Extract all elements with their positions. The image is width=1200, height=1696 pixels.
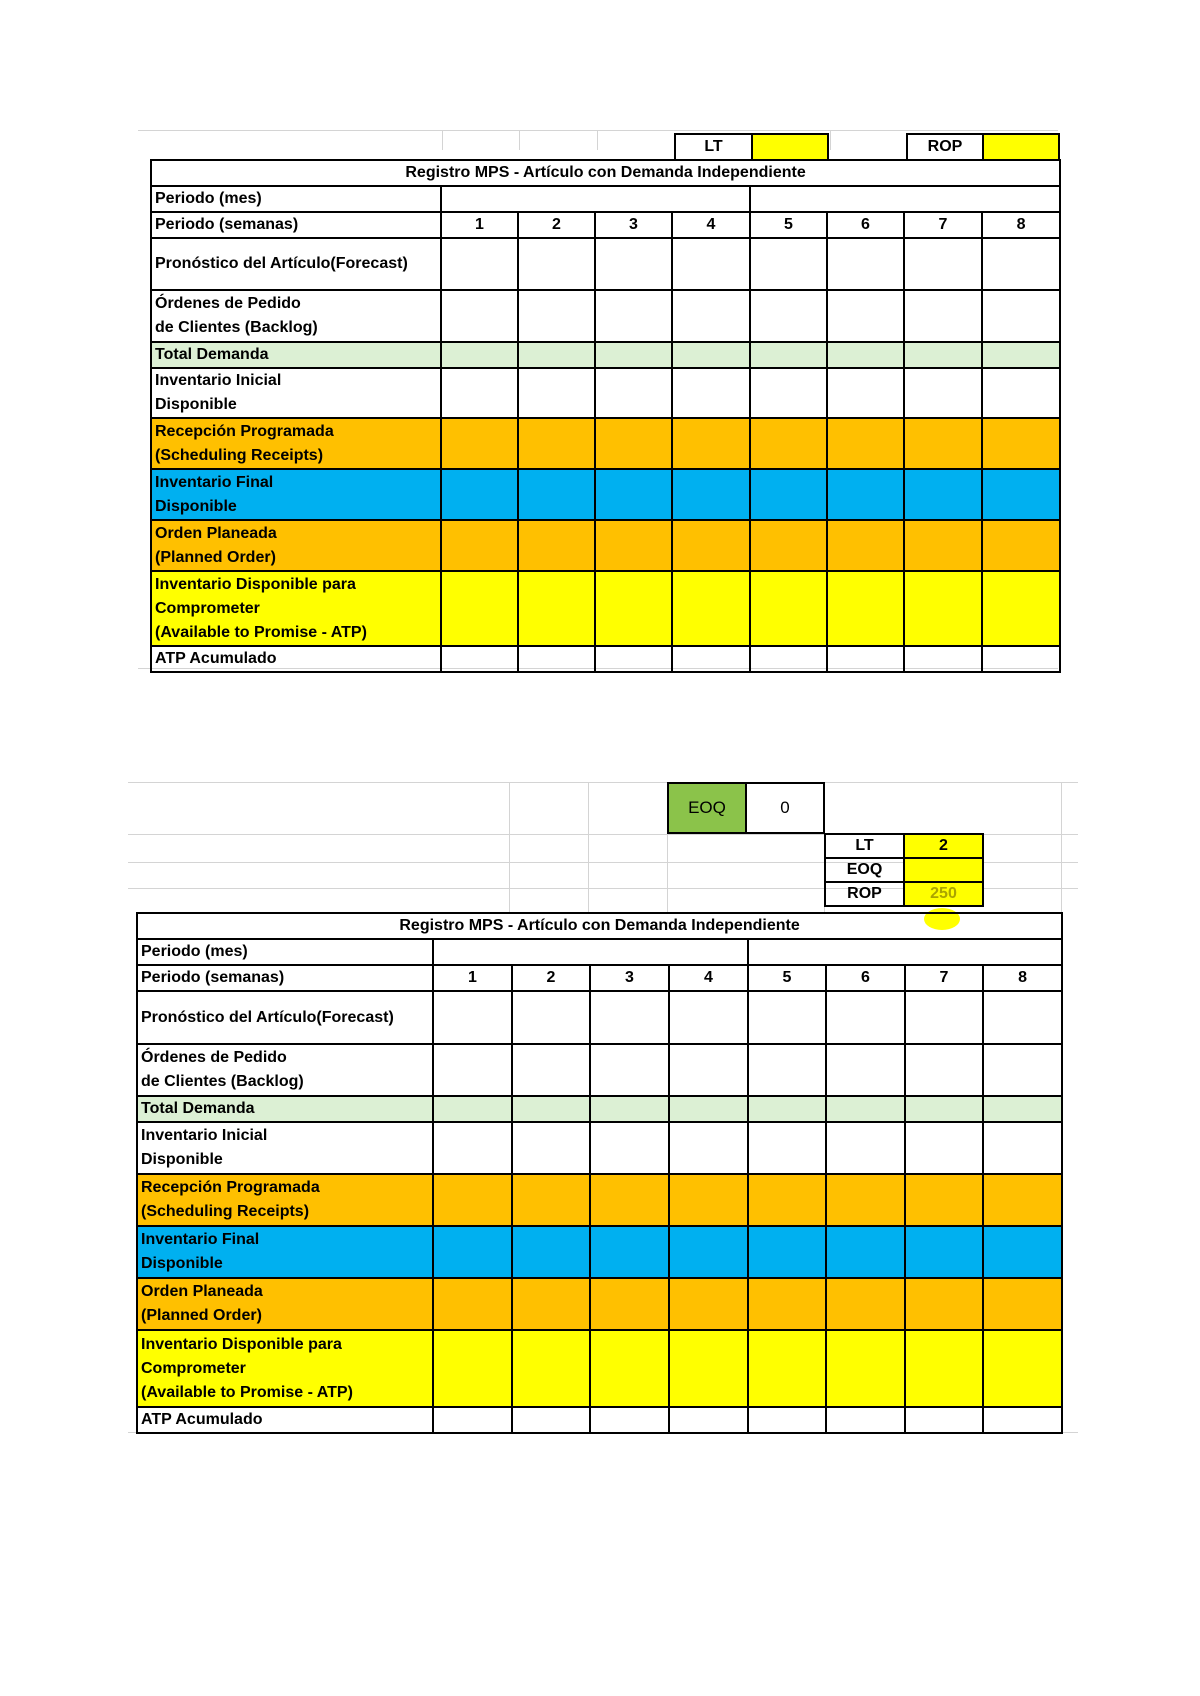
month-cell-1[interactable] — [441, 186, 750, 212]
week-header: 1 — [441, 212, 518, 238]
atp-label-line-2: Comprometer — [141, 1359, 246, 1377]
final-inventory-cell[interactable] — [827, 469, 904, 520]
planned-order-cell[interactable] — [433, 1278, 512, 1330]
total-demand-cell[interactable] — [672, 342, 750, 368]
initial-inventory-cell[interactable] — [982, 368, 1060, 418]
backlog-cell[interactable] — [827, 290, 904, 342]
backlog-cell[interactable] — [433, 1044, 512, 1096]
atp-cell[interactable] — [983, 1330, 1062, 1407]
scheduled-receipts-cell[interactable] — [827, 418, 904, 469]
final-inventory-cell[interactable] — [748, 1226, 826, 1278]
backlog-label-line-2: de Clientes (Backlog) — [155, 319, 318, 336]
atp-cumulative-cell[interactable] — [983, 1407, 1062, 1433]
total-demand-cell[interactable] — [669, 1096, 748, 1122]
atp-cell[interactable] — [433, 1330, 512, 1407]
param-value-eoq[interactable]: 0 — [904, 858, 983, 882]
scheduled-receipts-cell[interactable] — [904, 418, 982, 469]
atp-label-line-3: (Available to Promise - ATP) — [141, 1383, 353, 1401]
final-inventory-cell[interactable] — [982, 469, 1060, 520]
param-label-lt: LT — [825, 834, 904, 858]
lt-value-cell[interactable] — [751, 133, 829, 161]
week-header: 8 — [983, 965, 1062, 991]
planned-order-cell[interactable] — [595, 520, 672, 571]
initial-inventory-cell[interactable] — [441, 368, 518, 418]
final-inventory-cell[interactable] — [590, 1226, 669, 1278]
total-demand-cell[interactable] — [590, 1096, 669, 1122]
atp-cell[interactable] — [748, 1330, 826, 1407]
week-header: 4 — [669, 965, 748, 991]
param-value-rop[interactable]: 250 — [904, 882, 983, 906]
backlog-cell[interactable] — [982, 290, 1060, 342]
backlog-cell[interactable] — [672, 290, 750, 342]
final-inventory-cell[interactable] — [518, 469, 595, 520]
forecast-cell[interactable] — [750, 238, 827, 290]
eoq-value-cell[interactable]: 0 — [745, 782, 825, 834]
atp-cell[interactable] — [904, 571, 982, 646]
atp-cell[interactable] — [826, 1330, 905, 1407]
scheduled-receipts-label — [137, 1174, 433, 1226]
final-inventory-cell[interactable] — [433, 1226, 512, 1278]
scheduled-receipts-cell[interactable] — [590, 1174, 669, 1226]
atp-cumulative-cell[interactable] — [750, 646, 827, 672]
param-value-lt[interactable]: 2 — [904, 834, 983, 858]
initial-inventory-cell[interactable] — [904, 368, 982, 418]
week-header: 4 — [672, 212, 750, 238]
atp-cumulative-cell[interactable] — [669, 1407, 748, 1433]
initial-inventory-line-2: Disponible — [155, 396, 237, 413]
planned-order-line-1: Orden Planeada — [155, 524, 277, 542]
planned-order-line-1: Orden Planeada — [141, 1283, 263, 1300]
backlog-cell[interactable] — [669, 1044, 748, 1096]
initial-inventory-label — [151, 368, 441, 418]
atp-cumulative-cell[interactable] — [748, 1407, 826, 1433]
backlog-cell[interactable] — [983, 1044, 1062, 1096]
atp-cell[interactable] — [590, 1330, 669, 1407]
scheduled-receipts-cell[interactable] — [826, 1174, 905, 1226]
initial-inventory-cell[interactable] — [669, 1122, 748, 1174]
scheduled-receipts-cell[interactable] — [433, 1174, 512, 1226]
total-demand-cell[interactable] — [827, 342, 904, 368]
backlog-cell[interactable] — [512, 1044, 590, 1096]
planned-order-cell[interactable] — [827, 520, 904, 571]
scheduled-receipts-cell[interactable] — [750, 418, 827, 469]
forecast-cell[interactable] — [595, 238, 672, 290]
initial-inventory-cell[interactable] — [433, 1122, 512, 1174]
backlog-cell[interactable] — [595, 290, 672, 342]
total-demand-label: Total Demanda — [137, 1096, 433, 1122]
week-header: 7 — [905, 965, 983, 991]
backlog-cell[interactable] — [748, 1044, 826, 1096]
forecast-cell[interactable] — [512, 991, 590, 1044]
scheduled-receipts-cell[interactable] — [512, 1174, 590, 1226]
month-cell-2[interactable] — [748, 939, 1062, 965]
initial-inventory-cell[interactable] — [905, 1122, 983, 1174]
initial-inventory-cell[interactable] — [595, 368, 672, 418]
atp-cell[interactable] — [441, 571, 518, 646]
final-inventory-label — [137, 1226, 433, 1278]
forecast-cell[interactable] — [590, 991, 669, 1044]
planned-order-cell[interactable] — [905, 1278, 983, 1330]
final-inventory-cell[interactable] — [512, 1226, 590, 1278]
planned-order-cell[interactable] — [904, 520, 982, 571]
final-inventory-cell[interactable] — [672, 469, 750, 520]
rop-label-cell: ROP — [906, 133, 984, 161]
atp-cumulative-cell[interactable] — [982, 646, 1060, 672]
atp-label-line-1: Inventario Disponible para — [141, 1335, 342, 1353]
atp-cell[interactable] — [672, 571, 750, 646]
final-inventory-label — [151, 469, 441, 520]
scheduled-receipts-line-1: Recepción Programada — [155, 422, 334, 440]
backlog-cell[interactable] — [441, 290, 518, 342]
final-inventory-cell[interactable] — [905, 1226, 983, 1278]
month-cell-1[interactable] — [433, 939, 748, 965]
week-header: 2 — [512, 965, 590, 991]
total-demand-cell[interactable] — [748, 1096, 826, 1122]
final-inventory-line-1: Inventario Final — [141, 1231, 260, 1248]
backlog-cell[interactable] — [904, 290, 982, 342]
scheduled-receipts-cell[interactable] — [905, 1174, 983, 1226]
final-inventory-cell[interactable] — [750, 469, 827, 520]
forecast-label: Pronóstico del Artículo(Forecast) — [137, 991, 433, 1044]
week-header: 3 — [590, 965, 669, 991]
week-header: 5 — [750, 212, 827, 238]
lt-label-cell: LT — [674, 133, 753, 161]
planned-order-cell[interactable] — [982, 520, 1060, 571]
backlog-cell[interactable] — [826, 1044, 905, 1096]
planned-order-cell[interactable] — [669, 1278, 748, 1330]
forecast-cell[interactable] — [905, 991, 983, 1044]
forecast-cell[interactable] — [983, 991, 1062, 1044]
initial-inventory-cell[interactable] — [826, 1122, 905, 1174]
initial-inventory-label — [137, 1122, 433, 1174]
total-demand-cell[interactable] — [826, 1096, 905, 1122]
total-demand-cell[interactable] — [982, 342, 1060, 368]
forecast-cell[interactable] — [441, 238, 518, 290]
scheduled-receipts-cell[interactable] — [982, 418, 1060, 469]
atp-cumulative-cell[interactable] — [441, 646, 518, 672]
initial-inventory-cell[interactable] — [590, 1122, 669, 1174]
atp-label-line-2: Comprometer — [155, 599, 260, 617]
atp-cell[interactable] — [595, 571, 672, 646]
planned-order-cell[interactable] — [512, 1278, 590, 1330]
atp-cumulative-cell[interactable] — [672, 646, 750, 672]
parameters-table — [824, 833, 984, 907]
eoq-label-cell: EOQ — [667, 782, 747, 834]
atp-cumulative-label: ATP Acumulado — [151, 646, 441, 672]
final-inventory-cell[interactable] — [595, 469, 672, 520]
planned-order-cell[interactable] — [750, 520, 827, 571]
atp-cumulative-cell[interactable] — [518, 646, 595, 672]
period-weeks-label: Periodo (semanas) — [151, 212, 441, 238]
backlog-cell[interactable] — [750, 290, 827, 342]
initial-inventory-cell[interactable] — [672, 368, 750, 418]
scheduled-receipts-line-2: (Scheduling Receipts) — [141, 1203, 310, 1220]
backlog-label — [137, 1044, 433, 1096]
atp-cumulative-cell[interactable] — [590, 1407, 669, 1433]
initial-inventory-cell[interactable] — [518, 368, 595, 418]
total-demand-cell[interactable] — [441, 342, 518, 368]
period-month-label: Periodo (mes) — [137, 939, 433, 965]
atp-cumulative-cell[interactable] — [905, 1407, 983, 1433]
param-label-rop: ROP — [825, 882, 904, 906]
initial-inventory-cell[interactable] — [983, 1122, 1062, 1174]
atp-cumulative-cell[interactable] — [512, 1407, 590, 1433]
atp-cell[interactable] — [512, 1330, 590, 1407]
total-demand-cell[interactable] — [905, 1096, 983, 1122]
atp-cumulative-cell[interactable] — [904, 646, 982, 672]
atp-label-line-3: (Available to Promise - ATP) — [155, 623, 367, 641]
scheduled-receipts-line-1: Recepción Programada — [141, 1179, 320, 1196]
planned-order-line-2: (Planned Order) — [155, 548, 276, 566]
forecast-cell[interactable] — [518, 238, 595, 290]
week-header: 2 — [518, 212, 595, 238]
final-inventory-line-2: Disponible — [141, 1255, 223, 1272]
backlog-cell[interactable] — [518, 290, 595, 342]
planned-order-line-2: (Planned Order) — [141, 1307, 262, 1324]
week-header: 3 — [595, 212, 672, 238]
total-demand-cell[interactable] — [518, 342, 595, 368]
final-inventory-cell[interactable] — [983, 1226, 1062, 1278]
total-demand-label: Total Demanda — [151, 342, 441, 368]
atp-cell[interactable] — [982, 571, 1060, 646]
planned-order-cell[interactable] — [983, 1278, 1062, 1330]
mps-table-2 — [136, 912, 1063, 1434]
final-inventory-cell[interactable] — [904, 469, 982, 520]
final-inventory-line-1: Inventario Final — [155, 473, 274, 491]
final-inventory-cell[interactable] — [669, 1226, 748, 1278]
forecast-cell[interactable] — [827, 238, 904, 290]
initial-inventory-cell[interactable] — [748, 1122, 826, 1174]
final-inventory-line-2: Disponible — [155, 497, 237, 515]
period-weeks-label: Periodo (semanas) — [137, 965, 433, 991]
rop-value-cell[interactable] — [982, 133, 1060, 161]
final-inventory-cell[interactable] — [441, 469, 518, 520]
atp-cell[interactable] — [827, 571, 904, 646]
atp-cumulative-cell[interactable] — [433, 1407, 512, 1433]
table-title: Registro MPS - Artículo con Demanda Independiente — [151, 160, 1060, 186]
backlog-cell[interactable] — [905, 1044, 983, 1096]
atp-cell[interactable] — [750, 571, 827, 646]
initial-inventory-cell[interactable] — [827, 368, 904, 418]
week-header: 6 — [827, 212, 904, 238]
week-header: 6 — [826, 965, 905, 991]
param-label-eoq: EOQ — [825, 858, 904, 882]
month-cell-2[interactable] — [750, 186, 1060, 212]
atp-cell[interactable] — [518, 571, 595, 646]
atp-cumulative-cell[interactable] — [827, 646, 904, 672]
backlog-cell[interactable] — [590, 1044, 669, 1096]
forecast-cell[interactable] — [982, 238, 1060, 290]
backlog-label-line-1: Órdenes de Pedido — [141, 1049, 287, 1066]
scheduled-receipts-cell[interactable] — [983, 1174, 1062, 1226]
planned-order-cell[interactable] — [748, 1278, 826, 1330]
mps-table-1 — [150, 159, 1061, 673]
total-demand-cell[interactable] — [512, 1096, 590, 1122]
planned-order-cell[interactable] — [590, 1278, 669, 1330]
forecast-cell[interactable] — [748, 991, 826, 1044]
forecast-cell[interactable] — [672, 238, 750, 290]
initial-inventory-line-1: Inventario Inicial — [155, 372, 282, 389]
week-header: 5 — [748, 965, 826, 991]
week-header: 7 — [904, 212, 982, 238]
forecast-cell[interactable] — [669, 991, 748, 1044]
planned-order-cell[interactable] — [441, 520, 518, 571]
forecast-cell[interactable] — [904, 238, 982, 290]
initial-inventory-cell[interactable] — [750, 368, 827, 418]
initial-inventory-line-1: Inventario Inicial — [141, 1127, 268, 1144]
backlog-label — [151, 290, 441, 342]
planned-order-label — [137, 1278, 433, 1330]
planned-order-cell[interactable] — [518, 520, 595, 571]
period-month-label: Periodo (mes) — [151, 186, 441, 212]
initial-inventory-line-2: Disponible — [141, 1151, 223, 1168]
backlog-label-line-2: de Clientes (Backlog) — [141, 1073, 304, 1090]
scheduled-receipts-cell[interactable] — [672, 418, 750, 469]
scheduled-receipts-cell[interactable] — [518, 418, 595, 469]
forecast-cell[interactable] — [826, 991, 905, 1044]
atp-cumulative-cell[interactable] — [826, 1407, 905, 1433]
atp-cumulative-label: ATP Acumulado — [137, 1407, 433, 1433]
scheduled-receipts-cell[interactable] — [748, 1174, 826, 1226]
forecast-cell[interactable] — [433, 991, 512, 1044]
total-demand-cell[interactable] — [433, 1096, 512, 1122]
planned-order-cell[interactable] — [672, 520, 750, 571]
table-title: Registro MPS - Artículo con Demanda Independiente — [137, 913, 1062, 939]
week-header: 1 — [433, 965, 512, 991]
atp-label-line-1: Inventario Disponible para — [155, 575, 356, 593]
atp-label — [137, 1330, 433, 1407]
scheduled-receipts-cell[interactable] — [595, 418, 672, 469]
planned-order-label — [151, 520, 441, 571]
backlog-label-line-1: Órdenes de Pedido — [155, 295, 301, 312]
planned-order-cell[interactable] — [826, 1278, 905, 1330]
forecast-label: Pronóstico del Artículo(Forecast) — [151, 238, 441, 290]
initial-inventory-cell[interactable] — [512, 1122, 590, 1174]
scheduled-receipts-line-2: (Scheduling Receipts) — [155, 446, 324, 464]
total-demand-cell[interactable] — [595, 342, 672, 368]
scheduled-receipts-label — [151, 418, 441, 469]
atp-cumulative-cell[interactable] — [595, 646, 672, 672]
scheduled-receipts-cell[interactable] — [441, 418, 518, 469]
atp-cell[interactable] — [905, 1330, 983, 1407]
total-demand-cell[interactable] — [904, 342, 982, 368]
total-demand-cell[interactable] — [750, 342, 827, 368]
week-header: 8 — [982, 212, 1060, 238]
final-inventory-cell[interactable] — [826, 1226, 905, 1278]
total-demand-cell[interactable] — [983, 1096, 1062, 1122]
atp-label — [151, 571, 441, 646]
atp-cell[interactable] — [669, 1330, 748, 1407]
scheduled-receipts-cell[interactable] — [669, 1174, 748, 1226]
